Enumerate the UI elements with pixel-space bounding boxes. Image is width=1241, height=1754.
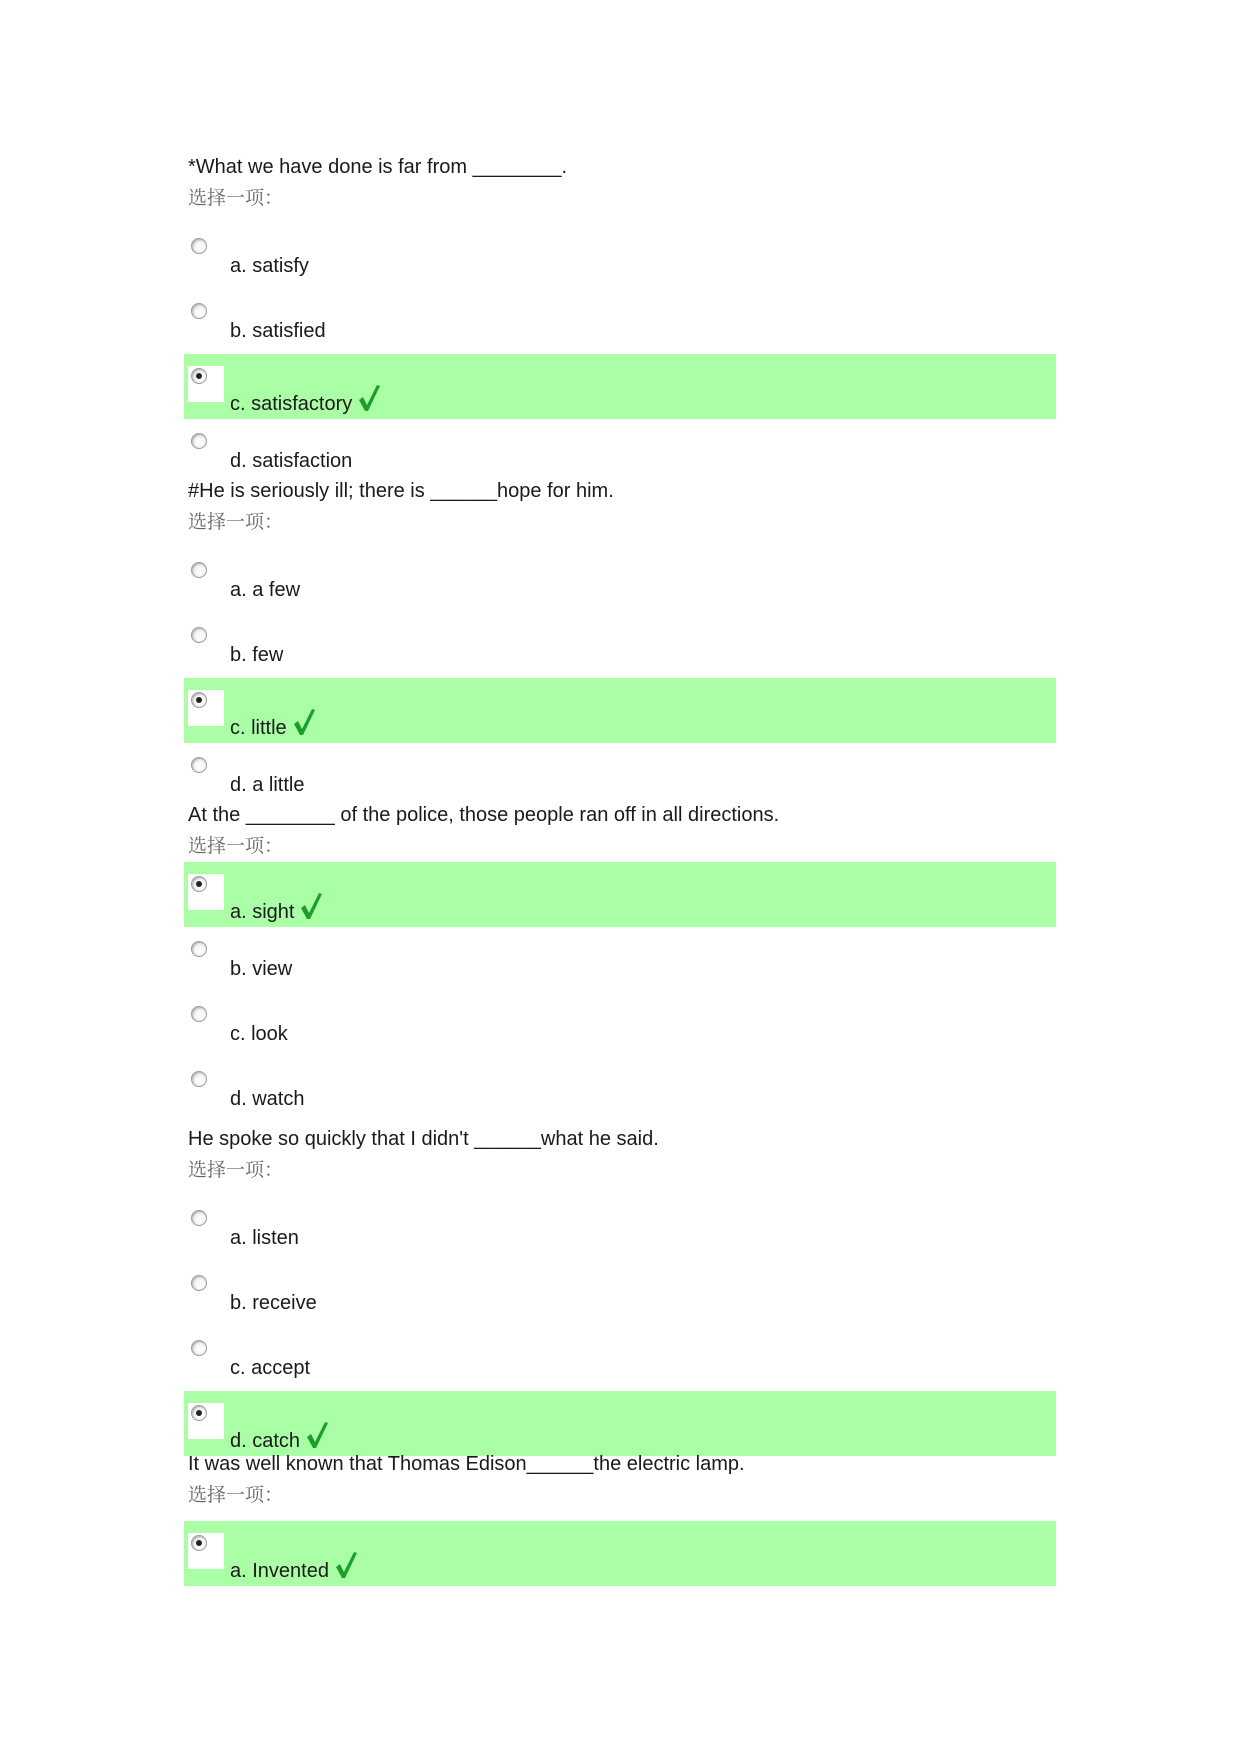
radio-button-icon[interactable]: [191, 1275, 207, 1291]
option-label: b. view: [230, 958, 293, 980]
radio-button-icon[interactable]: [191, 757, 207, 773]
option-label: d. a little: [230, 774, 305, 796]
option-label: d. catch: [230, 1430, 301, 1452]
radio-button-checked-icon[interactable]: [191, 368, 207, 384]
radio-button-icon[interactable]: [191, 1340, 207, 1356]
radio-button-icon[interactable]: [191, 303, 207, 319]
check-mark-icon: [300, 892, 322, 920]
answer-option[interactable]: [184, 1057, 1056, 1122]
option-label: d. satisfaction: [230, 450, 353, 472]
radio-button-icon[interactable]: [191, 627, 207, 643]
option-label: b. satisfied: [230, 320, 326, 342]
check-mark-icon: [358, 384, 380, 412]
radio-button-icon[interactable]: [191, 562, 207, 578]
answer-option[interactable]: [184, 289, 1056, 354]
choose-one-prompt: 选择一项：: [188, 835, 284, 857]
answer-option[interactable]: [184, 419, 1056, 484]
radio-button-checked-icon[interactable]: [191, 1535, 207, 1551]
option-label: d. watch: [230, 1088, 305, 1110]
option-label: c. accept: [230, 1357, 311, 1379]
radio-button-checked-icon[interactable]: [191, 692, 207, 708]
answer-option-correct[interactable]: [184, 862, 1056, 927]
answer-option[interactable]: [184, 1196, 1056, 1261]
radio-button-icon[interactable]: [191, 433, 207, 449]
answer-option-correct[interactable]: [184, 1391, 1056, 1456]
question-text: It was well known that Thomas Edison______the electric lamp.: [188, 1453, 745, 1475]
choose-one-prompt: 选择一项：: [188, 1484, 284, 1506]
answer-option[interactable]: [184, 743, 1056, 808]
answer-option-correct[interactable]: [184, 354, 1056, 419]
option-label: b. few: [230, 644, 284, 666]
question-text: #He is seriously ill; there is ______hope for him.: [188, 480, 614, 502]
check-mark-icon: [293, 708, 315, 736]
answer-option-correct[interactable]: [184, 1521, 1056, 1586]
check-mark-icon: [306, 1421, 328, 1449]
answer-option[interactable]: [184, 224, 1056, 289]
answer-option[interactable]: [184, 548, 1056, 613]
answer-option-correct[interactable]: [184, 678, 1056, 743]
answer-option[interactable]: [184, 927, 1056, 992]
choose-one-prompt: 选择一项：: [188, 1159, 284, 1181]
answer-option[interactable]: [184, 1326, 1056, 1391]
option-label: b. receive: [230, 1292, 317, 1314]
option-label: c. satisfactory: [230, 393, 353, 415]
answer-option[interactable]: [184, 613, 1056, 678]
option-label: a. satisfy: [230, 255, 309, 277]
question-text: At the ________ of the police, those people ran off in all directions.: [188, 804, 780, 826]
option-label: a. sight: [230, 901, 295, 923]
question-text: *What we have done is far from ________.: [188, 156, 568, 178]
radio-button-icon[interactable]: [191, 1071, 207, 1087]
option-label: a. listen: [230, 1227, 299, 1249]
choose-one-prompt: 选择一项：: [188, 511, 284, 533]
radio-button-checked-icon[interactable]: [191, 876, 207, 892]
radio-button-icon[interactable]: [191, 238, 207, 254]
check-mark-icon: [335, 1551, 357, 1579]
option-label: a. Invented: [230, 1560, 329, 1582]
question-text: He spoke so quickly that I didn't ______what he said.: [188, 1128, 659, 1150]
answer-option[interactable]: [184, 1261, 1056, 1326]
radio-button-icon[interactable]: [191, 941, 207, 957]
radio-button-icon[interactable]: [191, 1210, 207, 1226]
radio-button-icon[interactable]: [191, 1006, 207, 1022]
choose-one-prompt: 选择一项：: [188, 187, 284, 209]
radio-button-checked-icon[interactable]: [191, 1405, 207, 1421]
answer-option[interactable]: [184, 992, 1056, 1057]
option-label: c. little: [230, 717, 287, 739]
option-label: c. look: [230, 1023, 288, 1045]
option-label: a. a few: [230, 579, 301, 601]
